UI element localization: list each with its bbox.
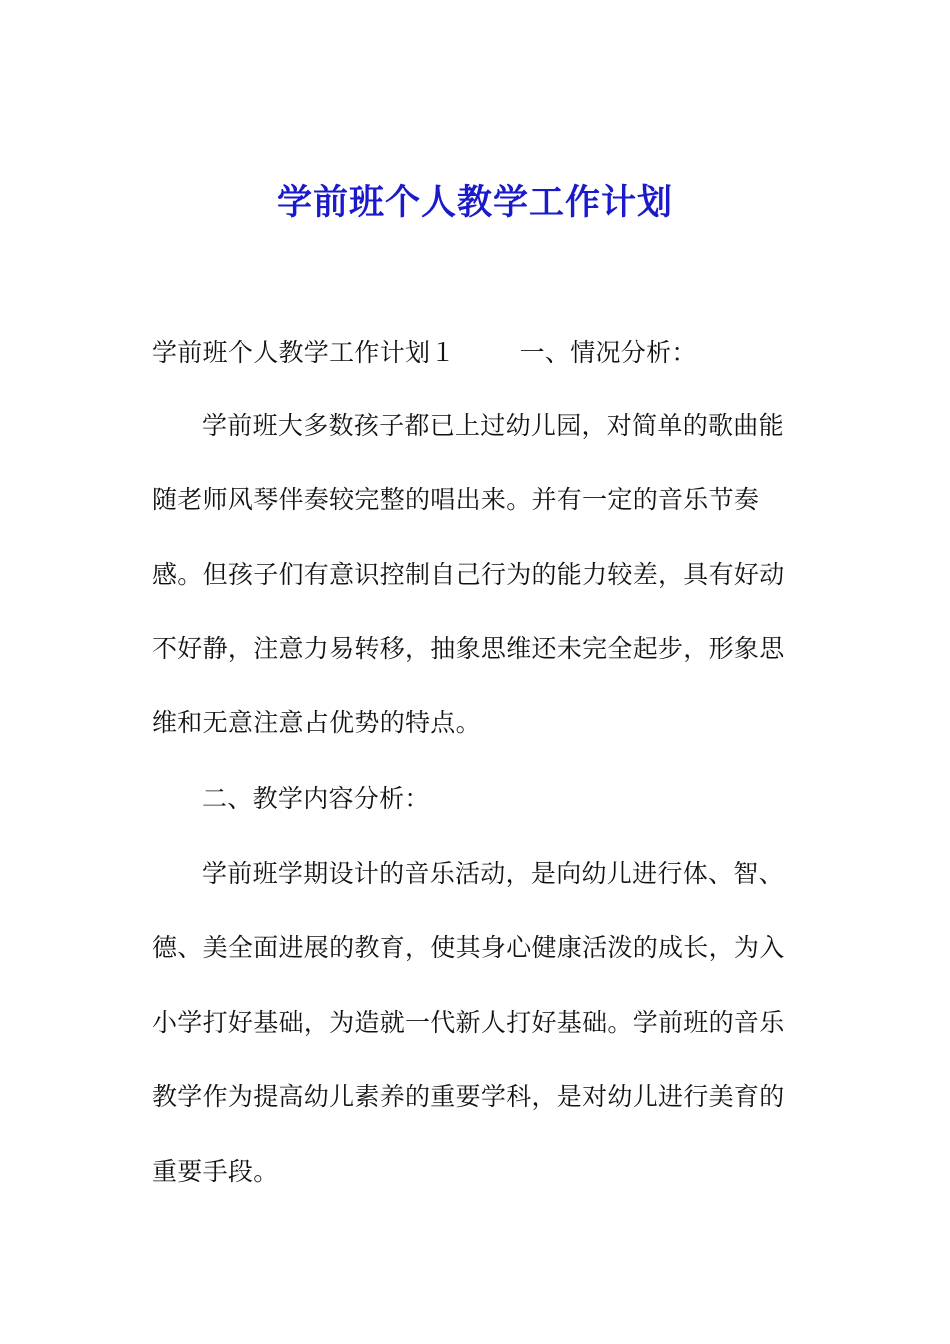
paragraph-line-4: 不好静，注意力易转移，抽象思维还未完全起步，形象思 — [152, 634, 785, 663]
section-heading-content: 二、教学内容分析： — [202, 784, 430, 813]
paragraph-line-6: 学前班学期设计的音乐活动，是向幼儿进行体、智、 — [202, 859, 784, 888]
heading-line — [152, 335, 792, 371]
paragraph-line-3: 感。但孩子们有意识控制自己行为的能力较差，具有好动 — [152, 560, 785, 589]
document-title: 学前班个人教学工作计划 — [276, 182, 673, 223]
section-heading-situation: 一、情况分析： — [519, 338, 697, 367]
paragraph-line-8: 小学打好基础，为造就一代新人打好基础。学前班的音乐 — [152, 1008, 785, 1037]
paragraph-line-1: 学前班大多数孩子都已上过幼儿园，对简单的歌曲能 — [202, 411, 784, 440]
paragraph-line-9: 教学作为提高幼儿素养的重要学科，是对幼儿进行美育的 — [152, 1082, 785, 1111]
plan-title-inline: 学前班个人教学工作计划１ — [152, 338, 456, 367]
paragraph-line-5: 维和无意注意占优势的特点。 — [152, 708, 481, 737]
paragraph-line-10: 重要手段。 — [152, 1157, 279, 1186]
paragraph-line-7: 德、美全面进展的教育，使其身心健康活泼的成长，为入 — [152, 933, 785, 962]
paragraph-line-2: 随老师风琴伴奏较完整的唱出来。并有一定的音乐节奏 — [152, 485, 760, 514]
